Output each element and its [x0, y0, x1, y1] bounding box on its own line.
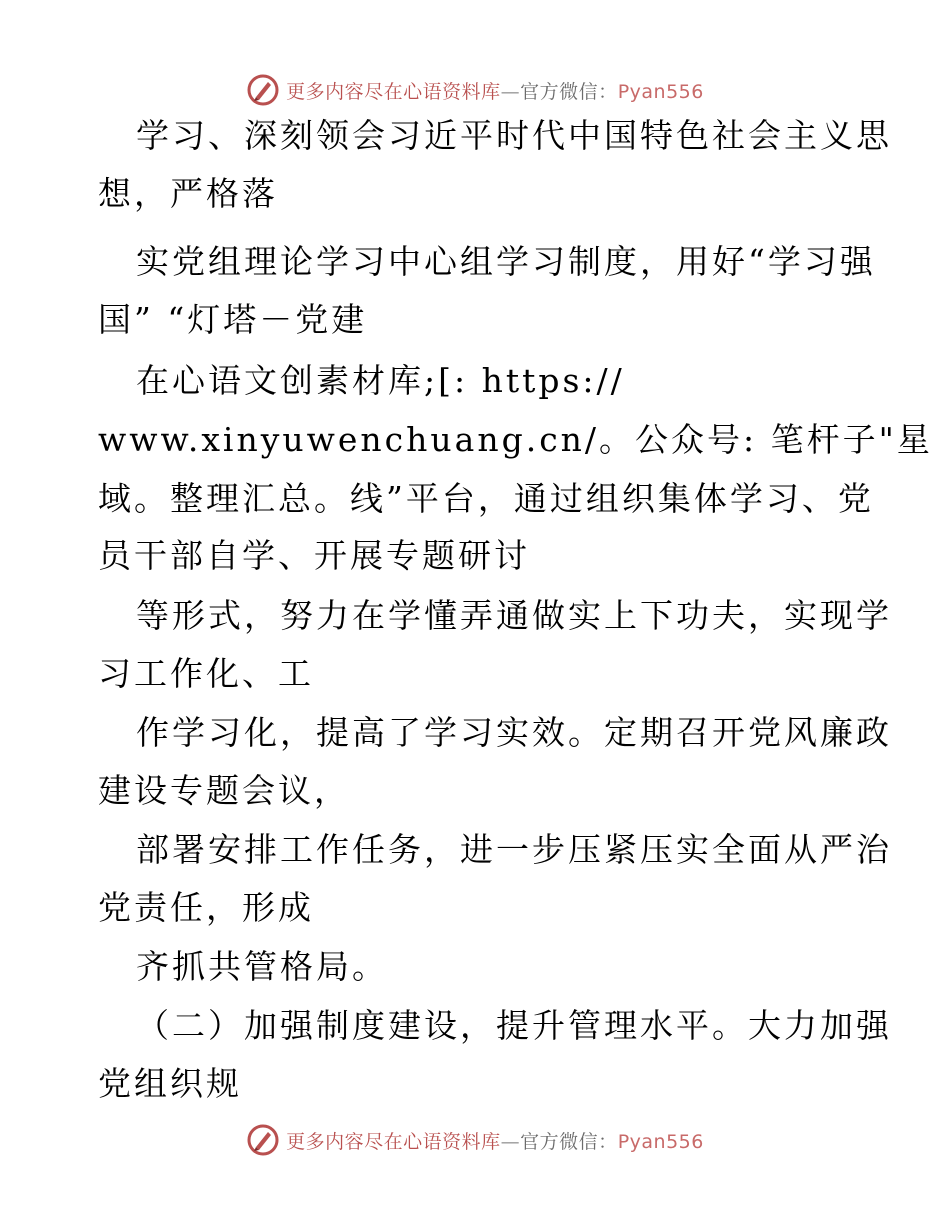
paragraph-line: 党责任，形成 — [98, 888, 314, 927]
paragraph-line: 学习、深刻领会习近平时代中国特色社会主义思 — [136, 116, 892, 155]
paragraph-line: 建设专题会议， — [98, 771, 350, 810]
paragraph-line: 想，严格落 — [98, 174, 278, 213]
header-banner — [0, 70, 950, 110]
banner-text: 更多内容尽在心语资料库—官方微信：Pyan556 — [286, 80, 704, 103]
logo-icon — [246, 1123, 280, 1157]
paragraph-line: 实党组理论学习中心组学习制度，用好“学习强 — [136, 242, 876, 281]
paragraph-line: 作学习化，提高了学习实效。定期召开党风廉政 — [136, 713, 892, 752]
banner-text: 更多内容尽在心语资料库—官方微信：Pyan556 — [286, 1130, 704, 1153]
paragraph-line: 在心语文创素材库;[: https:// — [136, 361, 625, 400]
paragraph-line: 习工作化、工 — [98, 654, 314, 693]
paragraph-line: 等形式，努力在学懂弄通做实上下功夫，实现学 — [136, 596, 892, 635]
paragraph-line: 齐抓共管格局。 — [136, 947, 388, 986]
paragraph-line: 国” “灯塔－党建 — [98, 300, 368, 339]
paragraph-line: www.xinyuwenchuang.cn/。公众号: 笔杆子"星 — [98, 420, 933, 459]
paragraph-line: 员干部自学、开展专题研讨 — [98, 536, 530, 575]
logo-icon — [246, 73, 280, 107]
paragraph-line: （二）加强制度建设，提升管理水平。大力加强 — [136, 1006, 892, 1045]
paragraph-line: 党组织规 — [98, 1064, 242, 1103]
footer-banner — [0, 1120, 950, 1160]
paragraph-line: 域。整理汇总。线”平台，通过组织集体学习、党 — [98, 479, 874, 518]
paragraph-line: 部署安排工作任务，进一步压紧压实全面从严治 — [136, 830, 892, 869]
